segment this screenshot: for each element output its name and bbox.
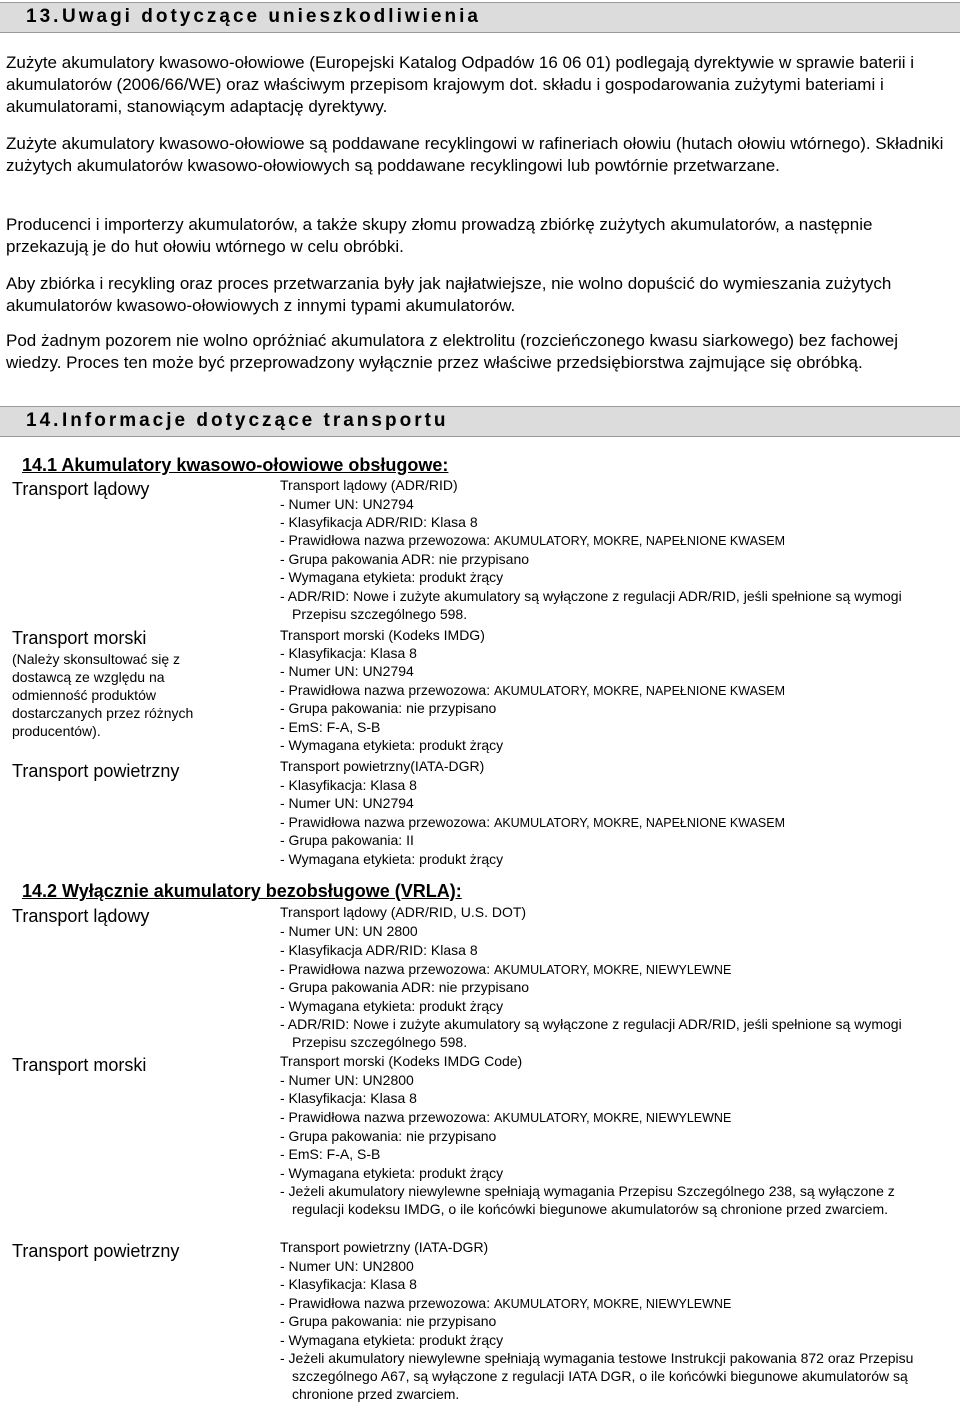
detail-line: - EmS: F-A, S-B bbox=[280, 719, 381, 735]
paragraph: Zużyte akumulatory kwasowo-ołowiowe są poddawane recyklingowi w rafineriach ołowiu (hutach ołowiu wtórnego). Składniki zużytych akumulatorów kwasowo-ołowiowych są poddawane recyklingowi lub powtórnie przetwarzane. bbox=[6, 134, 944, 175]
detail-line: - Grupa pakowania: nie przypisano bbox=[280, 700, 497, 716]
subsection-heading: 14.2 Wyłącznie akumulatory bezobsługowe (VRLA): bbox=[22, 881, 462, 901]
detail-line: - Wymagana etykieta: produkt żrący bbox=[280, 569, 504, 585]
detail-line: - Grupa pakowania ADR: nie przypisano bbox=[280, 551, 530, 567]
transport-detail-title: Transport morski (Kodeks IMDG Code) bbox=[280, 1053, 523, 1069]
name-prefix: - Prawidłowa nazwa przewozowa: bbox=[280, 961, 494, 977]
detail-line: - Numer UN: UN2800 bbox=[280, 1258, 414, 1274]
name-value: AKUMULATORY, MOKRE, NIEWYLEWNE bbox=[493, 963, 732, 977]
name-value: AKUMULATORY, MOKRE, NAPEŁNIONE KWASEM bbox=[493, 816, 786, 830]
transport-mode-label: Transport lądowy bbox=[12, 906, 150, 926]
paragraph: Aby zbiórka i recykling oraz proces przetwarzania były jak najłatwiejsze, nie wolno dopuścić do wymieszania zużytych akumulatorów kwasowo-ołowiowych z innymi typami akumulatorów. bbox=[6, 274, 892, 315]
section-title: Uwagi dotyczące unieszkodliwienia bbox=[62, 6, 481, 27]
name-prefix: - Prawidłowa nazwa przewozowa: bbox=[280, 814, 494, 830]
detail-line: - Grupa pakowania: nie przypisano bbox=[280, 1128, 497, 1144]
detail-line: - Wymagana etykieta: produkt żrący bbox=[280, 851, 504, 867]
transport-mode-label: Transport powietrzny bbox=[12, 761, 180, 781]
detail-line bbox=[280, 1294, 930, 1313]
name-prefix: - Prawidłowa nazwa przewozowa: bbox=[280, 1295, 494, 1311]
detail-line: - Grupa pakowania: II bbox=[280, 832, 414, 848]
detail-line: - Grupa pakowania: nie przypisano bbox=[280, 1313, 497, 1329]
transport-mode-label: Transport morski bbox=[12, 628, 147, 648]
detail-note: - Jeżeli akumulatory niewylewne spełniają wymagania Przepisu Szczególnego 238, są wyłączone z regulacji kodeksu IMDG, o ile końcówki biegunowe akumulatorów są chronione przed zwarciem. bbox=[280, 1183, 895, 1217]
detail-line bbox=[280, 681, 930, 700]
detail-line: - Grupa pakowania ADR: nie przypisano bbox=[280, 979, 530, 995]
detail-line: - EmS: F-A, S-B bbox=[280, 1146, 381, 1162]
detail-line: - Klasyfikacja: Klasa 8 bbox=[280, 777, 417, 793]
detail-note: - Jeżeli akumulatory niewylewne spełniają wymagania testowe Instrukcji pakowania 872 oraz Przepisu szczególnego A67, są wyłączone z regulacji IATA DGR, o ile końcówki biegunowe akumulatorów są chronione przed zwarciem. bbox=[280, 1350, 914, 1402]
name-prefix: - Prawidłowa nazwa przewozowa: bbox=[280, 682, 494, 698]
transport-mode-note: (Należy skonsultować się z dostawcą ze względu na odmienność produktów dostarczanych przez różnych producentów). bbox=[12, 651, 194, 739]
detail-line: - Numer UN: UN2794 bbox=[280, 496, 414, 512]
detail-line: - Klasyfikacja: Klasa 8 bbox=[280, 1276, 417, 1292]
paragraph: Producenci i importerzy akumulatorów, a także skupy złomu prowadzą zbiórkę zużytych akumulatorów, a następnie przekazują je do hut ołowiu wtórnego w celu obróbki. bbox=[6, 215, 873, 256]
detail-line: - Klasyfikacja ADR/RID: Klasa 8 bbox=[280, 514, 478, 530]
transport-detail-title: Transport powietrzny(IATA-DGR) bbox=[280, 758, 485, 774]
detail-line: - Klasyfikacja: Klasa 8 bbox=[280, 1090, 417, 1106]
name-value: AKUMULATORY, MOKRE, NIEWYLEWNE bbox=[493, 1111, 732, 1125]
transport-detail-title: Transport powietrzny (IATA-DGR) bbox=[280, 1239, 489, 1255]
section-number: 14. bbox=[26, 410, 62, 431]
section-title: Informacje dotyczące transportu bbox=[62, 410, 449, 431]
detail-line: - Wymagana etykieta: produkt żrący bbox=[280, 1165, 504, 1181]
section-number: 13. bbox=[26, 6, 62, 27]
detail-line: - Numer UN: UN 2800 bbox=[280, 923, 418, 939]
transport-detail-title: Transport morski (Kodeks IMDG) bbox=[280, 627, 485, 643]
detail-line: - Wymagana etykieta: produkt żrący bbox=[280, 1332, 504, 1348]
name-value: AKUMULATORY, MOKRE, NAPEŁNIONE KWASEM bbox=[493, 534, 786, 548]
section-13-header bbox=[0, 2, 960, 33]
detail-line: - Numer UN: UN2794 bbox=[280, 663, 414, 679]
detail-line: - Wymagana etykieta: produkt żrący bbox=[280, 998, 504, 1014]
name-prefix: - Prawidłowa nazwa przewozowa: bbox=[280, 1109, 494, 1125]
detail-line bbox=[280, 960, 930, 979]
detail-line bbox=[280, 1108, 930, 1127]
transport-detail-title: Transport lądowy (ADR/RID) bbox=[280, 477, 458, 493]
detail-note: - ADR/RID: Nowe i zużyte akumulatory są wyłączone z regulacji ADR/RID, jeśli spełnione są wymogi Przepisu szczególnego 598. bbox=[280, 1016, 902, 1050]
transport-detail-title: Transport lądowy (ADR/RID, U.S. DOT) bbox=[280, 904, 527, 920]
detail-line: - Numer UN: UN2794 bbox=[280, 795, 414, 811]
detail-line: - Wymagana etykieta: produkt żrący bbox=[280, 737, 504, 753]
detail-line bbox=[280, 531, 930, 550]
section-14-header bbox=[0, 406, 960, 437]
subsection-heading: 14.1 Akumulatory kwasowo-ołowiowe obsługowe: bbox=[22, 455, 449, 475]
detail-line: - Klasyfikacja ADR/RID: Klasa 8 bbox=[280, 942, 478, 958]
transport-mode-label: Transport powietrzny bbox=[12, 1241, 180, 1261]
detail-note: - ADR/RID: Nowe i zużyte akumulatory są wyłączone z regulacji ADR/RID, jeśli spełnione są wymogi Przepisu szczególnego 598. bbox=[280, 588, 902, 622]
paragraph: Zużyte akumulatory kwasowo-ołowiowe (Europejski Katalog Odpadów 16 06 01) podlegają dyrektywie w sprawie baterii i akumulatorów (2006/66/WE) oraz właściwym przepisom krajowym dot. składu i gospodarowania zużytymi bateriami i akumulatorami, stanowiącym adaptację dyrektywy. bbox=[6, 53, 915, 116]
detail-line: - Numer UN: UN2800 bbox=[280, 1072, 414, 1088]
detail-line bbox=[280, 813, 930, 832]
transport-mode-label: Transport lądowy bbox=[12, 479, 150, 499]
detail-line: - Klasyfikacja: Klasa 8 bbox=[280, 645, 417, 661]
paragraph: Pod żadnym pozorem nie wolno opróżniać akumulatora z elektrolitu (rozcieńczonego kwasu siarkowego) bez fachowej wiedzy. Proces ten może być przeprowadzony wyłącznie przez właściwe przedsiębiorstwa zajmujące się obróbką. bbox=[6, 331, 899, 372]
name-prefix: - Prawidłowa nazwa przewozowa: bbox=[280, 532, 494, 548]
transport-mode-label: Transport morski bbox=[12, 1055, 147, 1075]
name-value: AKUMULATORY, MOKRE, NAPEŁNIONE KWASEM bbox=[493, 684, 786, 698]
name-value: AKUMULATORY, MOKRE, NIEWYLEWNE bbox=[493, 1297, 732, 1311]
